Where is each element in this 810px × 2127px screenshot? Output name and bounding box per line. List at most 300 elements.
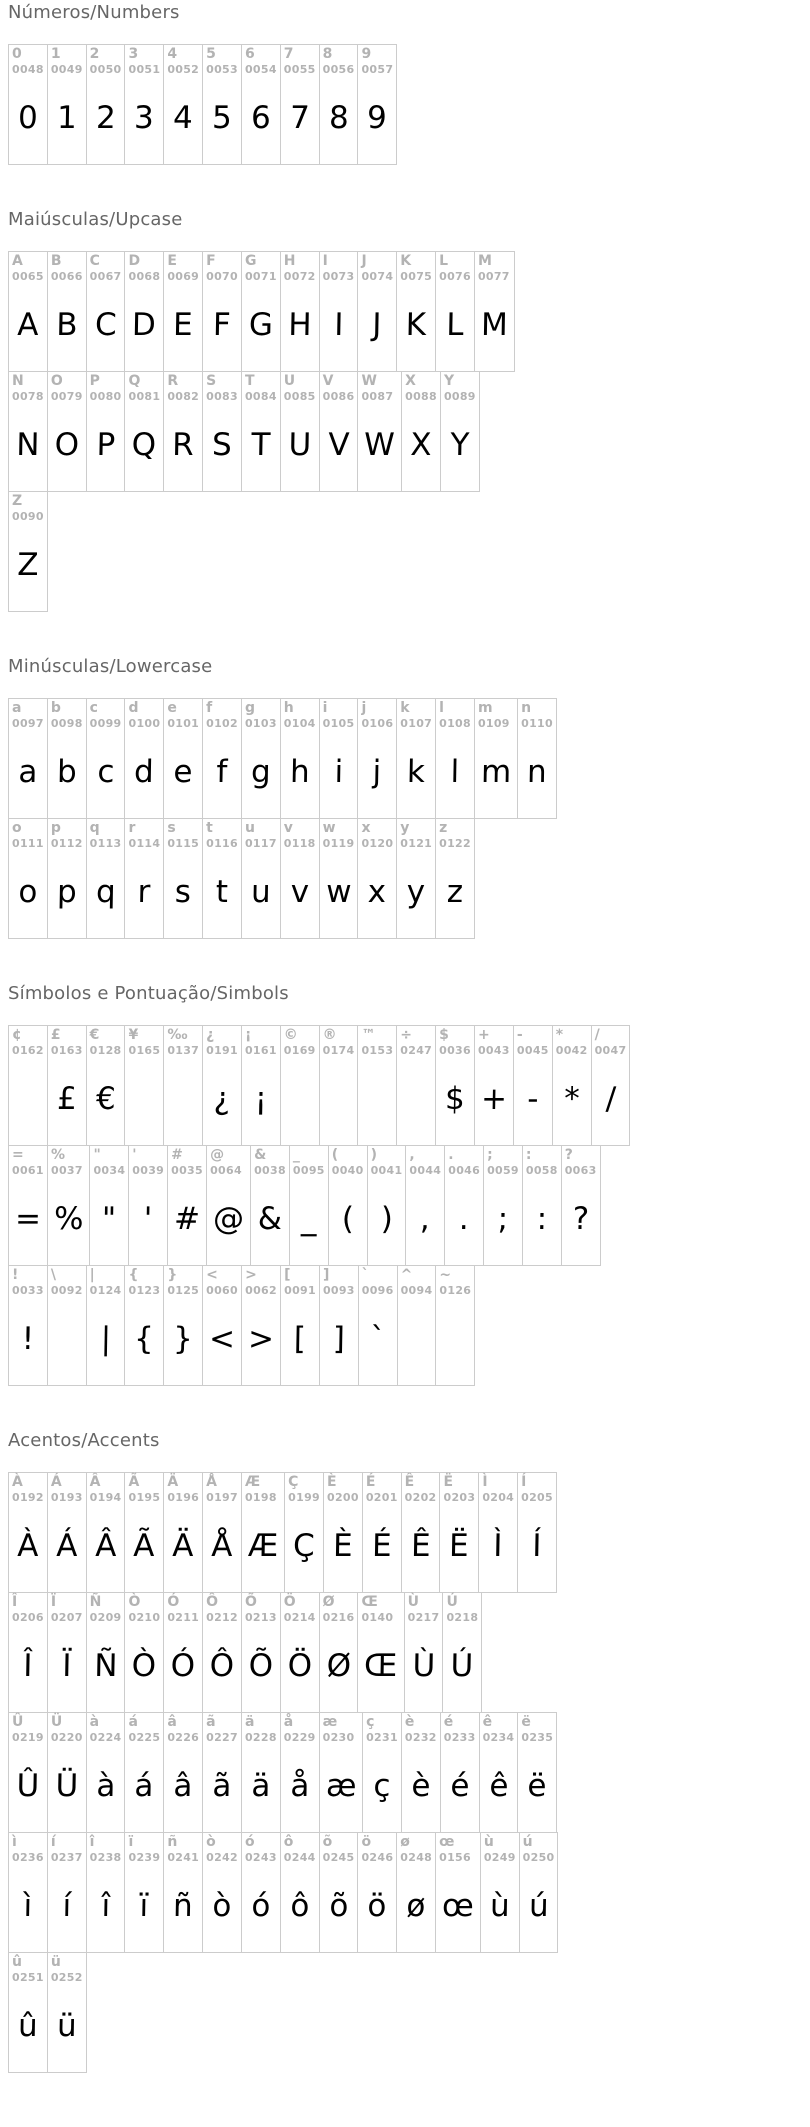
unicode-code: 0250 bbox=[522, 1851, 555, 1865]
font-glyph: Ò bbox=[131, 1648, 157, 1685]
font-glyph: C bbox=[94, 307, 117, 344]
char-cell bbox=[47, 1832, 87, 1953]
char-cell bbox=[128, 1145, 168, 1266]
unicode-code: 0120 bbox=[361, 837, 394, 851]
charmap-table bbox=[8, 44, 397, 165]
cell-label bbox=[90, 821, 122, 850]
unicode-code: 0106 bbox=[361, 717, 394, 731]
unicode-code: 0104 bbox=[283, 717, 316, 731]
char-cell bbox=[474, 698, 518, 819]
font-glyph: g bbox=[250, 754, 272, 791]
char-cell bbox=[405, 1145, 445, 1266]
font-glyph: 7 bbox=[289, 100, 310, 137]
font-glyph: o bbox=[18, 874, 38, 911]
reference-character: € bbox=[89, 1027, 100, 1043]
cell-label bbox=[206, 1475, 238, 1504]
char-cell bbox=[206, 1145, 251, 1266]
unicode-code: 0033 bbox=[12, 1284, 44, 1298]
unicode-code: 0070 bbox=[206, 270, 238, 284]
font-glyph: d bbox=[134, 754, 155, 791]
font-glyph: | bbox=[100, 1321, 112, 1358]
reference-character: o bbox=[12, 820, 22, 836]
char-cell bbox=[202, 1265, 242, 1386]
font-glyph: ô bbox=[289, 1888, 310, 1925]
reference-character: É bbox=[365, 1474, 376, 1490]
cell-label bbox=[446, 1595, 478, 1624]
reference-character: c bbox=[89, 700, 98, 716]
char-cell bbox=[124, 1025, 164, 1146]
font-glyph: Ø bbox=[326, 1648, 352, 1685]
unicode-code: 0051 bbox=[128, 63, 161, 77]
char-cell bbox=[435, 1832, 481, 1953]
cell-label bbox=[12, 47, 44, 76]
reference-character: ) bbox=[370, 1147, 377, 1163]
unicode-code: 0234 bbox=[482, 1731, 515, 1745]
char-cell bbox=[397, 1265, 437, 1386]
cell-label bbox=[51, 47, 83, 76]
unicode-code: 0113 bbox=[89, 837, 122, 851]
reference-character: P bbox=[89, 373, 100, 389]
cell-label bbox=[323, 374, 355, 403]
char-cell bbox=[319, 1025, 359, 1146]
reference-character: K bbox=[400, 253, 412, 269]
font-glyph: Ë bbox=[449, 1528, 470, 1565]
unicode-code: 0045 bbox=[516, 1044, 549, 1058]
cell-label bbox=[439, 1028, 471, 1057]
cell-label bbox=[245, 254, 277, 283]
char-cell bbox=[8, 1832, 48, 1953]
cell-label bbox=[565, 1148, 597, 1177]
cell-label bbox=[284, 254, 316, 283]
reference-character: y bbox=[400, 820, 410, 836]
reference-character: z bbox=[439, 820, 448, 836]
unicode-code: 0050 bbox=[89, 63, 122, 77]
font-glyph: = bbox=[14, 1201, 42, 1238]
unicode-code: 0052 bbox=[167, 63, 200, 77]
cell-label bbox=[128, 701, 160, 730]
section-title: Maiúsculas/Upcase bbox=[8, 209, 183, 230]
char-cell bbox=[47, 1592, 87, 1713]
char-cell bbox=[552, 1025, 592, 1146]
font-glyph: Œ bbox=[364, 1648, 398, 1685]
unicode-code: 0061 bbox=[12, 1164, 44, 1178]
cell-label bbox=[245, 1595, 277, 1624]
cell-label bbox=[210, 1148, 247, 1177]
reference-character: U bbox=[283, 373, 296, 389]
char-cell bbox=[319, 818, 359, 939]
cell-label bbox=[444, 1715, 476, 1744]
char-cell bbox=[439, 1472, 479, 1593]
font-glyph: e bbox=[173, 754, 194, 791]
reference-character: ç bbox=[366, 1714, 375, 1730]
reference-character: N bbox=[12, 373, 24, 389]
char-cell bbox=[124, 371, 164, 492]
unicode-code: 0242 bbox=[206, 1851, 238, 1865]
unicode-code: 0043 bbox=[477, 1044, 510, 1058]
reference-character: æ bbox=[322, 1714, 338, 1730]
reference-character: ~ bbox=[439, 1267, 452, 1283]
cell-label bbox=[323, 254, 355, 283]
cell-label bbox=[128, 1028, 160, 1057]
char-cell bbox=[8, 1952, 48, 2073]
reference-character: C bbox=[89, 253, 100, 269]
reference-character: > bbox=[245, 1267, 257, 1283]
font-glyph: Â bbox=[94, 1528, 117, 1565]
unicode-code: 0212 bbox=[206, 1611, 238, 1625]
unicode-code: 0251 bbox=[12, 1971, 44, 1985]
reference-character: E bbox=[167, 253, 177, 269]
reference-character: * bbox=[555, 1027, 564, 1043]
font-glyph: / bbox=[604, 1081, 617, 1118]
char-cell bbox=[404, 1592, 444, 1713]
cell-label bbox=[439, 701, 471, 730]
reference-character: Ë bbox=[443, 1474, 454, 1490]
unicode-code: 0054 bbox=[244, 63, 277, 77]
charmap-table bbox=[8, 698, 557, 939]
font-glyph: # bbox=[173, 1201, 201, 1238]
unicode-code: 0217 bbox=[407, 1611, 440, 1625]
char-cell bbox=[401, 1712, 441, 1833]
font-glyph: @ bbox=[212, 1201, 245, 1238]
unicode-code: 0086 bbox=[322, 390, 355, 404]
unicode-code: 0241 bbox=[167, 1851, 200, 1865]
char-cell bbox=[124, 818, 164, 939]
unicode-code: 0058 bbox=[525, 1164, 558, 1178]
cell-label bbox=[523, 1835, 555, 1864]
cell-label bbox=[323, 821, 355, 850]
reference-character: Å bbox=[206, 1474, 217, 1490]
char-cell bbox=[319, 251, 359, 372]
char-cell bbox=[478, 1472, 518, 1593]
char-cell bbox=[522, 1145, 562, 1266]
cell-label bbox=[51, 1028, 83, 1057]
unicode-code: 0140 bbox=[361, 1611, 394, 1625]
unicode-code: 0243 bbox=[244, 1851, 277, 1865]
reference-character: " bbox=[93, 1147, 101, 1163]
cell-label bbox=[484, 1835, 516, 1864]
char-cell bbox=[163, 1832, 203, 1953]
reference-character: ® bbox=[322, 1027, 337, 1043]
reference-character: á bbox=[128, 1714, 138, 1730]
font-glyph: 8 bbox=[328, 100, 349, 137]
unicode-code: 0239 bbox=[128, 1851, 161, 1865]
font-glyph: R bbox=[172, 427, 195, 464]
char-cell bbox=[86, 1265, 126, 1386]
cell-label bbox=[323, 701, 355, 730]
cell-label bbox=[400, 821, 432, 850]
reference-character: V bbox=[322, 373, 334, 389]
font-glyph: f bbox=[216, 754, 228, 791]
char-cell bbox=[86, 44, 126, 165]
font-glyph: y bbox=[406, 874, 426, 911]
unicode-code: 0062 bbox=[245, 1284, 277, 1298]
reference-character: û bbox=[12, 1954, 22, 1970]
cell-label bbox=[439, 821, 471, 850]
char-cell bbox=[280, 44, 320, 165]
unicode-code: 0230 bbox=[322, 1731, 355, 1745]
font-glyph: Õ bbox=[248, 1648, 274, 1685]
font-glyph: ü bbox=[56, 2008, 77, 2045]
unicode-code: 0038 bbox=[254, 1164, 286, 1178]
cell-label bbox=[332, 1148, 364, 1177]
reference-character: q bbox=[89, 820, 100, 836]
cell-label bbox=[167, 47, 199, 76]
char-cell bbox=[163, 1472, 203, 1593]
cell-label bbox=[51, 374, 83, 403]
char-cell bbox=[362, 1712, 402, 1833]
cell-label bbox=[361, 821, 393, 850]
font-glyph: Y bbox=[450, 427, 470, 464]
unicode-code: 0056 bbox=[322, 63, 355, 77]
reference-character: D bbox=[128, 253, 141, 269]
reference-character: s bbox=[167, 820, 176, 836]
reference-character: © bbox=[283, 1027, 298, 1043]
reference-character: À bbox=[12, 1474, 23, 1490]
unicode-code: 0226 bbox=[167, 1731, 200, 1745]
reference-character: p bbox=[50, 820, 61, 836]
unicode-code: 0204 bbox=[482, 1491, 515, 1505]
char-cell bbox=[519, 1832, 559, 1953]
char-cell bbox=[401, 371, 441, 492]
reference-character: ÷ bbox=[400, 1027, 413, 1043]
charmap-row bbox=[8, 44, 397, 165]
unicode-code: 0194 bbox=[89, 1491, 122, 1505]
unicode-code: 0161 bbox=[244, 1044, 277, 1058]
char-cell bbox=[47, 1265, 87, 1386]
font-glyph: > bbox=[247, 1321, 275, 1358]
char-cell bbox=[435, 698, 475, 819]
char-cell bbox=[89, 1145, 129, 1266]
char-cell bbox=[241, 44, 281, 165]
char-cell bbox=[163, 1265, 203, 1386]
reference-character: a bbox=[12, 700, 22, 716]
cell-label bbox=[400, 1028, 432, 1057]
unicode-code: 0162 bbox=[12, 1044, 44, 1058]
font-glyph: Í bbox=[532, 1528, 542, 1565]
font-glyph: 4 bbox=[173, 100, 194, 137]
charmap-section bbox=[8, 656, 802, 939]
reference-character: } bbox=[167, 1267, 178, 1283]
char-cell bbox=[280, 698, 320, 819]
char-cell bbox=[47, 44, 87, 165]
reference-character: ‰ bbox=[167, 1027, 188, 1043]
cell-label bbox=[12, 1715, 44, 1744]
charmap-table bbox=[8, 1472, 558, 2073]
font-glyph: Ä bbox=[172, 1528, 195, 1565]
unicode-code: 0065 bbox=[12, 270, 44, 284]
reference-character: M bbox=[477, 253, 492, 269]
reference-character: B bbox=[50, 253, 62, 269]
unicode-code: 0200 bbox=[327, 1491, 359, 1505]
reference-character: = bbox=[12, 1147, 24, 1163]
font-glyph: ¡ bbox=[254, 1081, 268, 1118]
unicode-code: 0097 bbox=[12, 717, 44, 731]
unicode-code: 0036 bbox=[439, 1044, 471, 1058]
font-glyph: ? bbox=[572, 1201, 590, 1238]
charmap-row bbox=[8, 1712, 557, 1833]
font-glyph: œ bbox=[441, 1888, 475, 1925]
reference-character: ø bbox=[400, 1834, 410, 1850]
font-glyph: Ñ bbox=[93, 1648, 118, 1685]
cell-label bbox=[293, 1148, 325, 1177]
font-glyph: ê bbox=[488, 1768, 509, 1805]
unicode-code: 0049 bbox=[50, 63, 83, 77]
cell-label bbox=[284, 1028, 316, 1057]
unicode-code: 0210 bbox=[128, 1611, 161, 1625]
font-glyph: W bbox=[364, 427, 396, 464]
cell-label bbox=[478, 254, 511, 283]
char-cell bbox=[241, 1592, 281, 1713]
font-glyph: ø bbox=[406, 1888, 426, 1925]
char-cell bbox=[357, 1592, 404, 1713]
unicode-code: 0078 bbox=[12, 390, 44, 404]
cell-label bbox=[284, 821, 316, 850]
font-glyph: ù bbox=[489, 1888, 510, 1925]
reference-character: Ê bbox=[404, 1474, 415, 1490]
reference-character: Ü bbox=[50, 1714, 63, 1730]
char-cell bbox=[202, 1712, 242, 1833]
char-cell bbox=[474, 1025, 514, 1146]
cell-label bbox=[400, 1835, 432, 1864]
unicode-code: 0206 bbox=[12, 1611, 44, 1625]
cell-label bbox=[595, 1028, 627, 1057]
char-cell bbox=[124, 44, 164, 165]
reference-character: ^ bbox=[400, 1267, 413, 1283]
char-cell bbox=[483, 1145, 523, 1266]
font-glyph: ¿ bbox=[213, 1081, 231, 1118]
reference-character: m bbox=[477, 700, 493, 716]
cell-label bbox=[51, 1835, 83, 1864]
cell-label bbox=[12, 1955, 44, 1984]
reference-character: 1 bbox=[50, 46, 61, 62]
char-cell bbox=[280, 1265, 320, 1386]
reference-character: à bbox=[89, 1714, 100, 1730]
reference-character: ä bbox=[244, 1714, 255, 1730]
font-glyph: Å bbox=[211, 1528, 233, 1565]
cell-label bbox=[323, 1595, 355, 1624]
char-cell bbox=[202, 251, 242, 372]
charmap-table bbox=[8, 251, 515, 612]
reference-character: I bbox=[322, 253, 328, 269]
char-cell bbox=[435, 251, 475, 372]
unicode-code: 0229 bbox=[283, 1731, 316, 1745]
cell-label bbox=[284, 374, 316, 403]
char-cell bbox=[280, 251, 320, 372]
char-cell bbox=[396, 1832, 436, 1953]
char-cell bbox=[8, 1145, 48, 1266]
char-cell bbox=[124, 1832, 164, 1953]
unicode-code: 0115 bbox=[167, 837, 200, 851]
font-glyph: k bbox=[406, 754, 426, 791]
cell-label bbox=[206, 374, 238, 403]
font-glyph: À bbox=[16, 1528, 39, 1565]
font-glyph: Q bbox=[131, 427, 157, 464]
char-cell bbox=[241, 698, 281, 819]
font-glyph: - bbox=[526, 1081, 539, 1118]
unicode-code: 0081 bbox=[128, 390, 161, 404]
charmap-row bbox=[8, 1472, 557, 1593]
char-cell bbox=[163, 698, 203, 819]
char-cell bbox=[435, 1025, 475, 1146]
char-cell bbox=[362, 1472, 402, 1593]
unicode-code: 0073 bbox=[322, 270, 355, 284]
unicode-code: 0101 bbox=[167, 717, 200, 731]
cell-label bbox=[361, 1835, 393, 1864]
reference-character: h bbox=[283, 700, 294, 716]
char-cell bbox=[241, 251, 281, 372]
font-glyph: H bbox=[287, 307, 312, 344]
font-glyph: n bbox=[526, 754, 548, 791]
char-cell bbox=[280, 1025, 320, 1146]
unicode-code: 0224 bbox=[89, 1731, 122, 1745]
font-glyph: F bbox=[212, 307, 232, 344]
char-cell bbox=[357, 698, 397, 819]
cell-label bbox=[12, 701, 44, 730]
font-glyph: z bbox=[446, 874, 464, 911]
reference-character: L bbox=[439, 253, 449, 269]
unicode-code: 0126 bbox=[439, 1284, 472, 1298]
cell-label bbox=[245, 1475, 281, 1504]
cell-label bbox=[167, 1028, 199, 1057]
font-glyph: Ê bbox=[410, 1528, 431, 1565]
unicode-code: 0048 bbox=[12, 63, 44, 77]
cell-label bbox=[206, 1715, 238, 1744]
cell-label bbox=[361, 701, 393, 730]
font-glyph: x bbox=[367, 874, 387, 911]
cell-label bbox=[409, 1148, 441, 1177]
reference-character: # bbox=[171, 1147, 183, 1163]
font-glyph: å bbox=[289, 1768, 310, 1805]
unicode-code: 0069 bbox=[167, 270, 200, 284]
char-cell bbox=[440, 371, 480, 492]
cell-label bbox=[51, 1148, 86, 1177]
font-glyph: O bbox=[54, 427, 80, 464]
char-cell bbox=[357, 371, 402, 492]
cell-label bbox=[245, 1835, 277, 1864]
reference-character: ï bbox=[128, 1834, 134, 1850]
charmap-row bbox=[8, 1592, 482, 1713]
char-cell bbox=[124, 251, 164, 372]
reference-character: Í bbox=[521, 1474, 527, 1490]
char-cell bbox=[47, 371, 87, 492]
unicode-code: 0072 bbox=[283, 270, 316, 284]
unicode-code: 0075 bbox=[400, 270, 433, 284]
unicode-code: 0193 bbox=[50, 1491, 83, 1505]
reference-character: ó bbox=[244, 1834, 255, 1850]
unicode-code: 0084 bbox=[244, 390, 277, 404]
unicode-code: 0089 bbox=[443, 390, 476, 404]
reference-character: ü bbox=[50, 1954, 61, 1970]
font-glyph: ! bbox=[21, 1321, 35, 1358]
reference-character: X bbox=[405, 373, 416, 389]
unicode-code: 0076 bbox=[439, 270, 471, 284]
reference-character: Ú bbox=[446, 1594, 458, 1610]
reference-character: t bbox=[206, 820, 213, 836]
unicode-code: 0213 bbox=[244, 1611, 277, 1625]
unicode-code: 0228 bbox=[244, 1731, 277, 1745]
cell-label bbox=[408, 1595, 440, 1624]
cell-label bbox=[323, 1268, 355, 1297]
font-glyph: Ö bbox=[287, 1648, 313, 1685]
char-cell bbox=[202, 818, 242, 939]
reference-character: ì bbox=[12, 1834, 17, 1850]
char-cell bbox=[323, 1472, 363, 1593]
reference-character: ¢ bbox=[12, 1027, 22, 1043]
unicode-code: 0090 bbox=[12, 510, 44, 524]
char-cell bbox=[328, 1145, 368, 1266]
cell-label bbox=[245, 374, 277, 403]
reference-character: Ä bbox=[167, 1474, 179, 1490]
